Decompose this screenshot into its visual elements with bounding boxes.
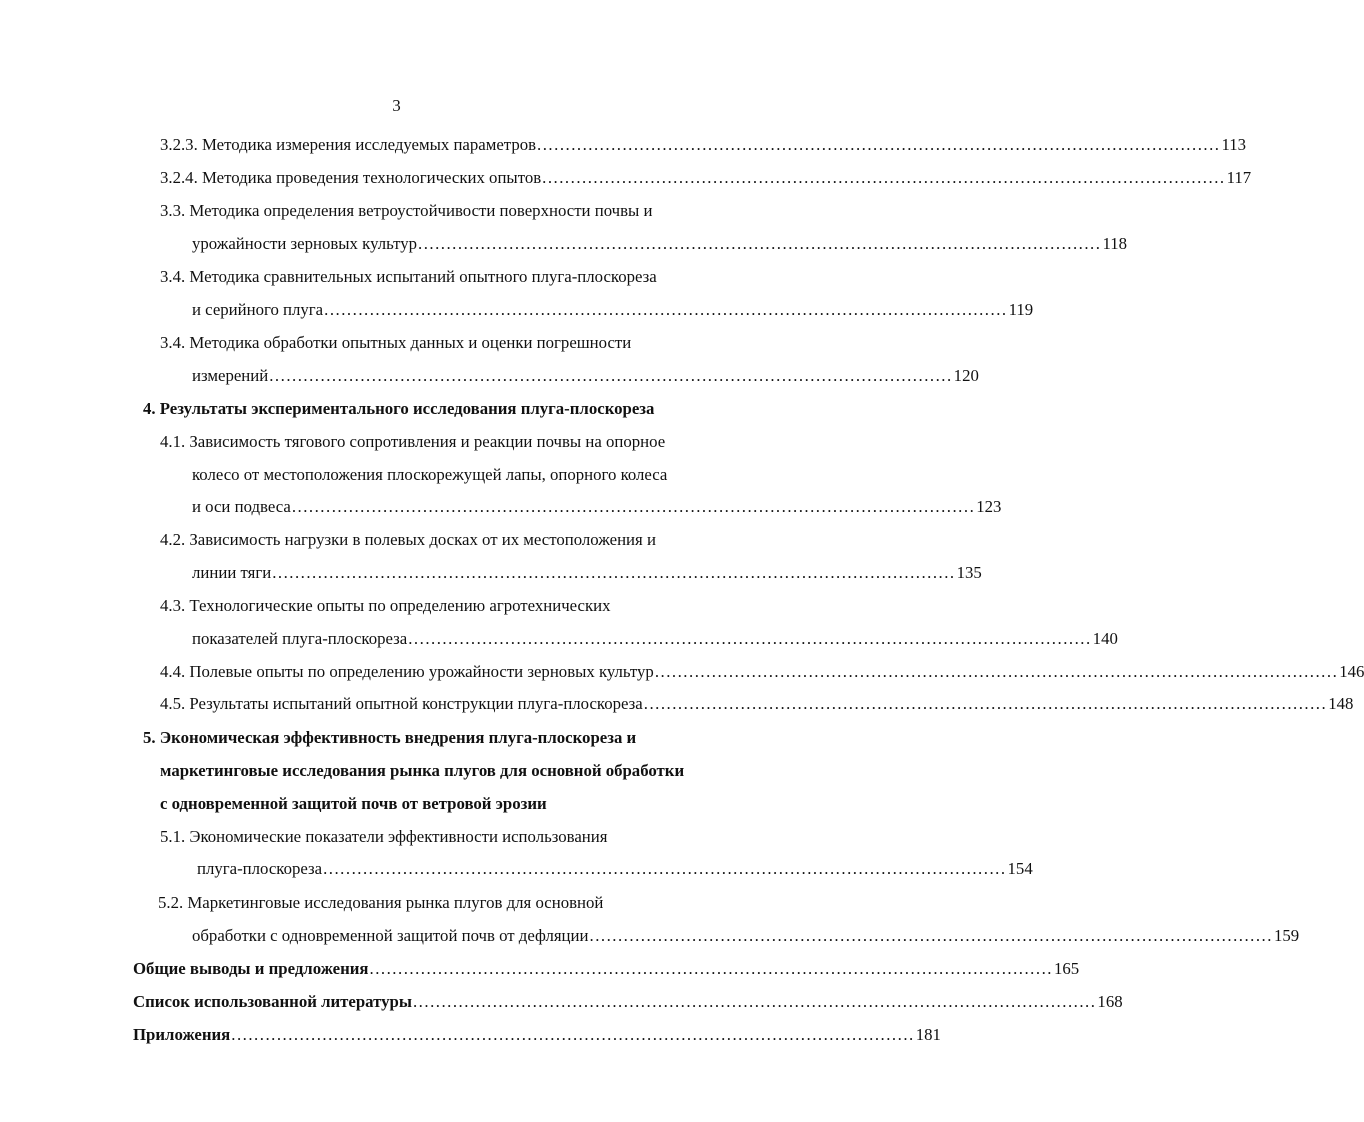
toc-entry-3-4b-line1[interactable] — [160, 332, 747, 354]
toc-entry-title: 5.2. Маркетинговые исследования рынка плугов для основной — [158, 893, 604, 912]
toc-entry-title-cont: и серийного плуга — [192, 300, 324, 319]
toc-entry-4-4[interactable] — [160, 661, 1364, 683]
leader-dots: ........................................................................................................................ — [324, 300, 1008, 319]
leader-dots: ........................................................................................................................ — [418, 234, 1102, 253]
toc-page-number: 140 — [1092, 629, 1118, 648]
toc-chapter-title-cont: маркетинговые исследования рынка плугов для основной обработки — [160, 761, 685, 780]
toc-entry-3-4a-line2[interactable] — [192, 299, 1034, 321]
toc-references[interactable] — [133, 991, 1123, 1013]
toc-chapter-title-cont: с одновременной защитой почв от ветровой эрозии — [160, 794, 547, 813]
leader-dots: ........................................................................................................................ — [323, 859, 1007, 878]
toc-page-number: 117 — [1226, 168, 1252, 187]
toc-page-number: 146 — [1339, 662, 1364, 681]
leader-dots: ........................................................................................................................ — [654, 662, 1339, 681]
toc-entry-title: Приложения — [133, 1025, 231, 1044]
toc-entry-title-cont: обработки с одновременной защитой почв от дефляции — [192, 926, 589, 945]
toc-page-number: 119 — [1008, 300, 1034, 319]
toc-entry-3-4b-line2[interactable] — [192, 365, 979, 387]
toc-entry-title: 4.2. Зависимость нагрузки в полевых досках от их местоположения и — [160, 530, 656, 549]
toc-entry-title: 3.4. Методика обработки опытных данных и оценки погрешности — [160, 333, 632, 352]
leader-dots: ........................................................................................................................ — [408, 629, 1092, 648]
toc-chapter-title: 4. Результаты экспериментального исследования плуга-плоскореза — [143, 399, 655, 418]
leader-dots: ........................................................................................................................ — [272, 563, 956, 582]
toc-page-number: 120 — [953, 366, 979, 385]
toc-page-number: 123 — [976, 497, 1002, 516]
toc-entry-4-1-line2[interactable] — [192, 464, 747, 486]
toc-entry-4-1-line1[interactable] — [160, 431, 747, 453]
toc-entry-title: 4.5. Результаты испытаний опытной конструкции плуга-плоскореза — [160, 694, 643, 713]
toc-entry-title: Общие выводы и предложения — [133, 959, 369, 978]
toc-page-number: 154 — [1007, 859, 1033, 878]
toc-entry-3-2-4[interactable] — [160, 167, 1252, 189]
toc-chapter-5-line1[interactable] — [143, 727, 747, 749]
toc-chapter-5-line2[interactable] — [160, 760, 750, 782]
toc-entry-title-cont: плуга-плоскореза — [197, 859, 323, 878]
toc-entry-4-1-line3[interactable] — [192, 496, 1002, 518]
toc-page-number: 168 — [1097, 992, 1123, 1011]
toc-entry-5-2-line1[interactable] — [158, 892, 747, 914]
toc-entry-title: 5.1. Экономические показатели эффективности использования — [160, 827, 608, 846]
toc-page-number: 165 — [1053, 959, 1080, 978]
leader-dots: ........................................................................................................................ — [412, 992, 1097, 1011]
leader-dots: ........................................................................................................................ — [643, 694, 1328, 713]
leader-dots: ........................................................................................................................ — [369, 959, 1053, 978]
toc-entry-5-2-line2[interactable] — [192, 925, 1300, 947]
toc-page-number: 159 — [1273, 926, 1300, 945]
toc-entry-3-3-line1[interactable] — [160, 200, 747, 222]
toc-chapter-4[interactable] — [143, 398, 747, 420]
toc-entry-title: 4.3. Технологические опыты по определению агротехнических — [160, 596, 611, 615]
toc-page-number: 135 — [956, 563, 982, 582]
toc-page-number: 118 — [1102, 234, 1127, 253]
toc-entry-4-2-line2[interactable] — [192, 562, 982, 584]
toc-entry-4-5[interactable] — [160, 693, 1354, 715]
toc-entry-3-3-line2[interactable] — [192, 233, 1127, 255]
leader-dots: ........................................................................................................................ — [537, 135, 1221, 154]
toc-chapter-5-line3[interactable] — [160, 793, 747, 815]
toc-entry-title-cont: урожайности зерновых культур — [192, 234, 417, 253]
toc-entry-title-cont: и оси подвеса — [192, 497, 291, 516]
toc-entry-title: 3.3. Методика определения ветроустойчивости поверхности почвы и — [160, 201, 653, 220]
toc-entry-3-2-3[interactable] — [160, 134, 1247, 156]
toc-conclusions[interactable] — [133, 958, 1080, 980]
leader-dots: ........................................................................................................................ — [231, 1025, 915, 1044]
toc-entry-title: 4.4. Полевые опыты по определению урожайности зерновых культур — [160, 662, 654, 681]
toc-entry-title-cont: колесо от местоположения плоскорежущей лапы, опорного колеса — [192, 465, 668, 484]
toc-entry-5-1-line2[interactable] — [197, 858, 1033, 880]
toc-chapter-title: 5. Экономическая эффективность внедрения плуга-плоскореза и — [143, 728, 637, 747]
toc-entry-title-cont: линии тяги — [192, 563, 272, 582]
toc-page-number: 148 — [1328, 694, 1354, 713]
page-number: 3 — [392, 96, 401, 115]
toc-entry-title-cont: показателей плуга-плоскореза — [192, 629, 408, 648]
toc-entry-4-2-line1[interactable] — [160, 529, 747, 551]
toc-page-number: 181 — [915, 1025, 941, 1044]
toc-entry-3-4a-line1[interactable] — [160, 266, 747, 288]
toc-entry-4-3-line1[interactable] — [160, 595, 747, 617]
toc-entry-title: 3.4. Методика сравнительных испытаний опытного плуга-плоскореза — [160, 267, 657, 286]
leader-dots: ........................................................................................................................ — [291, 497, 976, 516]
leader-dots: ........................................................................................................................ — [269, 366, 953, 385]
toc-entry-title-cont: измерений — [192, 366, 269, 385]
toc-page-number: 113 — [1221, 135, 1247, 154]
leader-dots: ........................................................................................................................ — [542, 168, 1226, 187]
toc-appendices[interactable] — [133, 1024, 941, 1046]
toc-entry-title: Список использованной литературы — [133, 992, 412, 1011]
leader-dots: ........................................................................................................................ — [589, 926, 1273, 945]
toc-entry-title: 3.2.4. Методика проведения технологических опытов — [160, 168, 542, 187]
toc-entry-title: 4.1. Зависимость тягового сопротивления и реакции почвы на опорное — [160, 432, 666, 451]
toc-entry-4-3-line2[interactable] — [192, 628, 1118, 650]
toc-entry-5-1-line1[interactable] — [160, 826, 747, 848]
toc-entry-title: 3.2.3. Методика измерения исследуемых параметров — [160, 135, 537, 154]
